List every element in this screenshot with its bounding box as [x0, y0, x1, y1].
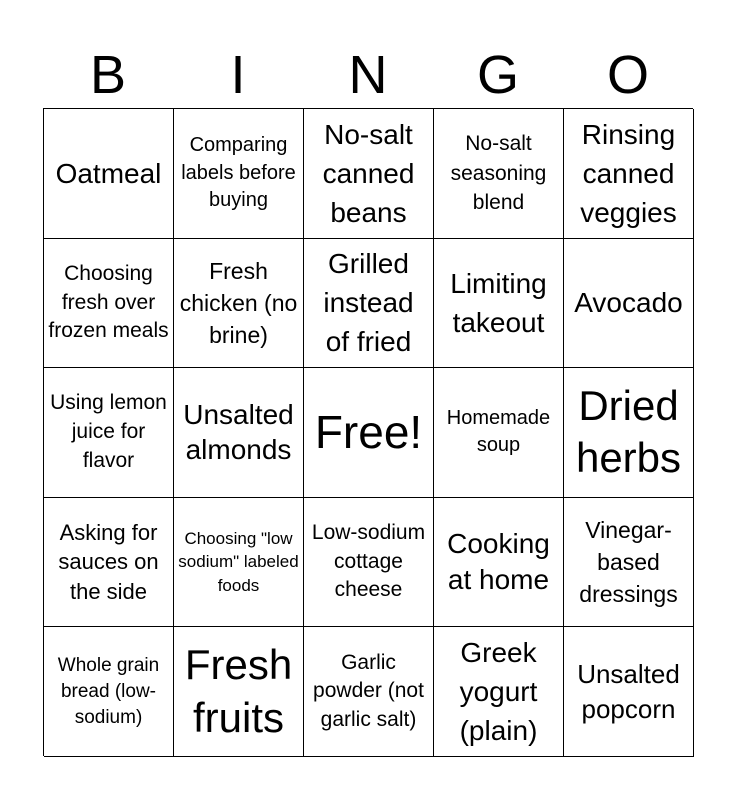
header-letter-g: G: [476, 45, 519, 105]
bingo-cell-text: Fresh fruits: [184, 641, 293, 741]
bingo-cell[interactable]: [174, 109, 304, 239]
bingo-cell[interactable]: [434, 627, 564, 757]
header-letter-b: B: [89, 45, 127, 105]
bingo-cell[interactable]: [44, 239, 174, 369]
bingo-cell-text: Free!: [314, 405, 423, 458]
bingo-cell-text: Oatmeal: [55, 157, 162, 189]
bingo-cell-text: Cooking at home: [447, 527, 550, 596]
bingo-cell-text: Vinegar-based dressings: [579, 516, 678, 608]
bingo-cell-text: Garlic powder (not garlic salt): [313, 650, 424, 732]
bingo-cell-text: Dried herbs: [575, 381, 682, 482]
bingo-header: [43, 42, 693, 108]
bingo-cell[interactable]: [564, 109, 694, 239]
header-letter-o: O: [606, 45, 649, 105]
bingo-cell[interactable]: [434, 109, 564, 239]
bingo-cell[interactable]: [564, 368, 694, 498]
bingo-cell-text: Comparing labels before buying: [181, 133, 296, 212]
bingo-cell[interactable]: [304, 627, 434, 757]
bingo-cell[interactable]: [304, 368, 434, 498]
bingo-cell[interactable]: [434, 239, 564, 369]
bingo-cell[interactable]: [44, 627, 174, 757]
bingo-cell[interactable]: [174, 368, 304, 498]
header-letter-n: N: [348, 45, 388, 105]
bingo-cell[interactable]: [564, 627, 694, 757]
bingo-cell-text: Choosing "low sodium" labeled foods: [178, 528, 299, 595]
bingo-cell[interactable]: [304, 498, 434, 628]
bingo-cell[interactable]: [434, 368, 564, 498]
bingo-cell-text: Greek yogurt (plain): [459, 636, 538, 747]
bingo-cell-text: Asking for sauces on the side: [58, 519, 159, 604]
bingo-cell[interactable]: [434, 498, 564, 628]
bingo-cell[interactable]: [174, 498, 304, 628]
bingo-cell[interactable]: [304, 109, 434, 239]
bingo-cell-text: No-salt canned beans: [322, 118, 415, 228]
bingo-cell-text: Fresh chicken (no brine): [179, 257, 298, 348]
bingo-cell-text: Homemade soup: [446, 407, 551, 457]
bingo-card-grid: [43, 108, 693, 756]
bingo-cell[interactable]: [304, 239, 434, 369]
bingo-cell-text: Choosing fresh over frozen meals: [48, 261, 169, 343]
bingo-cell-text: Using lemon juice for flavor: [50, 391, 167, 472]
bingo-cell[interactable]: [564, 239, 694, 369]
bingo-cell-text: Unsalted almonds: [183, 399, 294, 466]
header-letter-i: I: [230, 45, 246, 105]
bingo-cell-text: Limiting takeout: [450, 267, 547, 338]
bingo-cell[interactable]: [44, 368, 174, 498]
bingo-cell[interactable]: [44, 498, 174, 628]
bingo-cell[interactable]: [44, 109, 174, 239]
bingo-cell-text: Rinsing canned veggies: [580, 118, 677, 228]
bingo-cell-text: Grilled instead of fried: [323, 248, 414, 358]
bingo-cell[interactable]: [174, 239, 304, 369]
bingo-cell[interactable]: [564, 498, 694, 628]
bingo-cell-text: Low-sodium cottage cheese: [311, 520, 426, 602]
bingo-cell-text: No-salt seasoning blend: [450, 132, 547, 214]
bingo-cell-text: Avocado: [574, 287, 683, 319]
bingo-cell-text: Whole grain bread (low-sodium): [57, 654, 160, 728]
bingo-cell[interactable]: [174, 627, 304, 757]
bingo-cell-text: Unsalted popcorn: [577, 658, 680, 724]
